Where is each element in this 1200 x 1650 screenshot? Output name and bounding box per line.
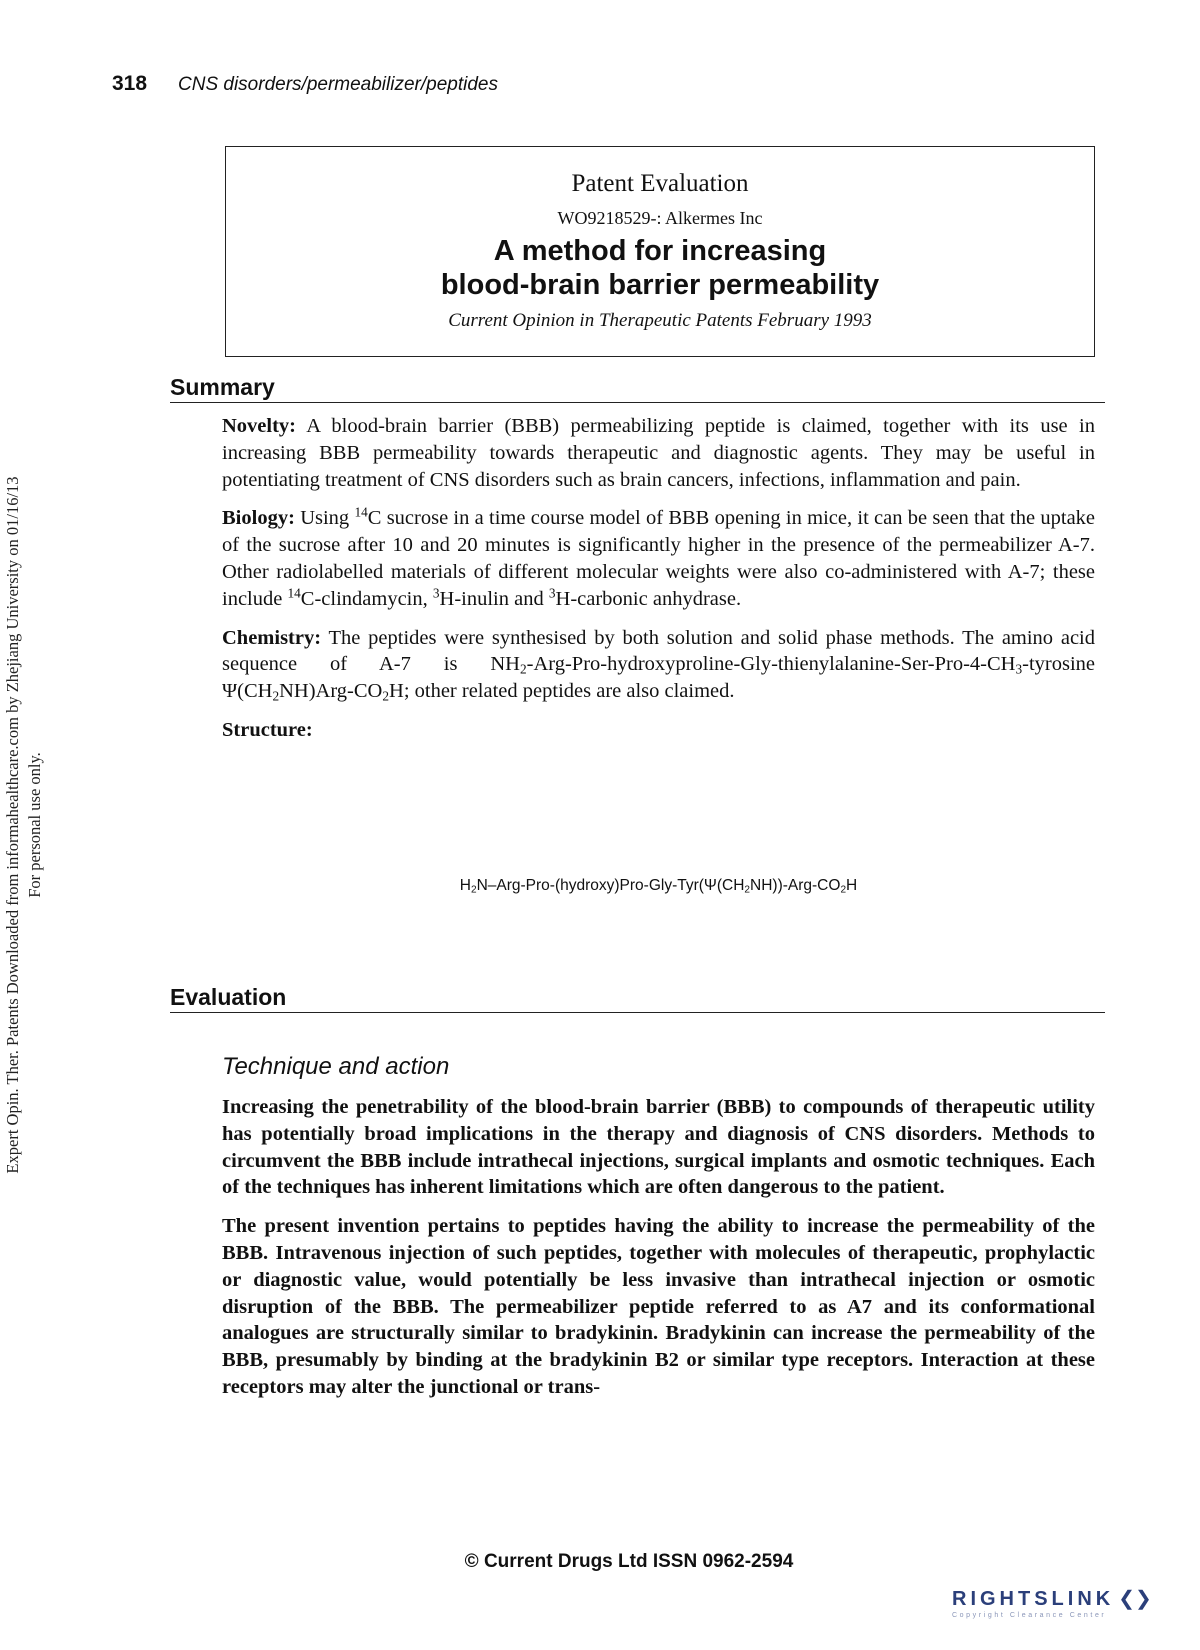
evaluation-paragraph-2: The present invention pertains to peptides having the ability to increase the permeability of the BBB. Intravenous injection of such peptides, together with molecules of therapeutic, prophylactic or diagnostic value, would potentially be less invasive than intrathecal injection or osmotic disruption of the BBB. The permeabilizer peptide referred to as A7 and its conformational analogues are structurally similar to bradykinin. Bradykinin can increase the permeability of the BBB, presumably by binding at the bradykinin B2 or similar type receptors. Interaction at these receptors may alter the junctional or trans-	[222, 1215, 1095, 1398]
structure-label: Structure:	[222, 718, 313, 741]
formula-subscript: 2	[470, 884, 477, 896]
formula-part: N–Arg-Pro-(hydroxy)Pro-Gly-Tyr(Ψ(CH	[476, 877, 745, 894]
rightslink-arrows-icon: ❮❯	[1118, 1588, 1152, 1610]
isotope-superscript: 3	[432, 585, 440, 601]
article-title	[226, 234, 1094, 302]
patent-evaluation-box	[225, 146, 1095, 357]
biology-paragraph	[222, 505, 1095, 612]
biology-text: C-clindamycin,	[300, 587, 433, 610]
novelty-text: A blood-brain barrier (BBB) permeabilizing peptide is claimed, together with its use in increasing BBB permeability towards therapeutic and diagnostic agents. They may be useful in potentiating treatment of CNS disorders such as brain cancers, infections, inflammation and pain.	[222, 415, 1095, 491]
novelty-label: Novelty:	[222, 415, 297, 437]
formula-subscript: 3	[1015, 661, 1023, 677]
summary-body	[222, 413, 1095, 744]
chemistry-paragraph	[222, 625, 1095, 705]
download-note	[2, 455, 58, 1195]
evaluation-heading: Evaluation	[170, 983, 1105, 1013]
evaluation-paragraph-1: Increasing the penetrability of the blood-brain barrier (BBB) to compounds of therapeutic utility has potentially broad implications in the therapy and diagnosis of CNS disorders. Methods to circumvent the BBB include intrathecal injections, surgical implants and osmotic techniques. Each of the techniques has inherent limitations which are often dangerous to the patient.	[222, 1096, 1095, 1199]
journal-citation: Current Opinion in Therapeutic Patents February 1993	[448, 310, 872, 331]
formula-part: H	[846, 877, 858, 894]
formula-subscript: 2	[840, 884, 847, 896]
technique-subheading: Technique and action	[222, 1053, 450, 1080]
formula-subscript: 2	[382, 688, 390, 704]
chemistry-text: H; other related peptides are also claimed.	[389, 680, 735, 703]
isotope-superscript: 14	[287, 585, 301, 601]
biology-text: H-inulin and	[439, 587, 549, 610]
article-title-line1: A method for increasing	[493, 235, 827, 267]
chemistry-text: The peptides were synthesised by both solution and solid phase methods. The amino acid sequence of A-7 is NH	[222, 626, 1095, 676]
chemistry-label: Chemistry:	[222, 626, 322, 649]
summary-heading: Summary	[170, 373, 1105, 403]
box-label: Patent Evaluation	[571, 170, 749, 197]
biology-text: C sucrose in a time course model of BBB opening in mice, it can be seen that the uptake of the sucrose after 10 and 20 minutes is significantly higher in the presence of the permeabilizer A-7. Other radiolabelled materials of different molecular weights were also co-administered with A-7; these include	[222, 507, 1096, 610]
formula-subscript: 2	[272, 688, 280, 704]
formula-subscript: 2	[519, 661, 527, 677]
download-note-line2: For personal use only.	[25, 752, 44, 898]
patent-number: WO9218529-: Alkermes Inc	[557, 208, 763, 228]
formula-part: H	[459, 877, 471, 894]
biology-label: Biology:	[222, 507, 295, 530]
chemistry-text: -Arg-Pro-hydroxyproline-Gly-thienylalanine-Ser-Pro-4-CH	[526, 653, 1016, 676]
chemistry-text: NH)Arg-CO	[279, 680, 383, 703]
rightslink-wordmark: RIGHTSLINK	[952, 1588, 1115, 1610]
biology-text: Using	[300, 507, 355, 530]
article-title-line2: blood-brain barrier permeability	[440, 269, 880, 301]
novelty-paragraph	[222, 413, 1095, 493]
biology-text: H-carbonic anhydrase.	[555, 587, 742, 610]
isotope-superscript: 3	[548, 585, 556, 601]
download-note-line1: Expert Opin. Ther. Patents Downloaded from informahealthcare.com by Zhejiang University on 01/16/13	[3, 476, 22, 1174]
running-title: CNS disorders/permeabilizer/peptides	[178, 74, 498, 95]
rightslink-logo	[952, 1586, 1182, 1628]
chemistry-text: -tyrosine Ψ(CH	[222, 653, 1095, 703]
structure-formula	[222, 877, 1095, 895]
evaluation-body	[222, 1094, 1095, 1401]
isotope-superscript: 14	[354, 505, 368, 521]
formula-part: NH))-Arg-CO	[750, 877, 841, 894]
page-number: 318	[112, 72, 148, 95]
copyright-footer: © Current Drugs Ltd ISSN 0962-2594	[464, 1551, 794, 1572]
rightslink-tagline: Copyright Clearance Center	[952, 1612, 1107, 1619]
formula-subscript: 2	[744, 884, 751, 896]
